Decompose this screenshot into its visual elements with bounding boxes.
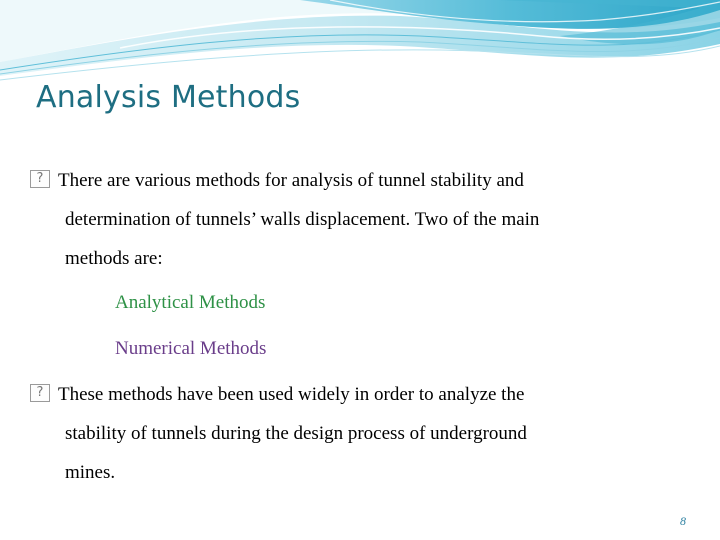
missing-glyph-box-icon: [30, 170, 50, 188]
bullet-paragraph-1: [30, 161, 680, 278]
sub-item-numerical-methods: Numerical Methods: [115, 338, 267, 359]
bullet-paragraph-2: [30, 375, 680, 492]
page-number: 8: [680, 514, 686, 528]
bullet-1-line-2: determination of tunnels’ walls displacement. Two of the main: [65, 209, 540, 230]
bullet-2-line-1: These methods have been used widely in order to analyze the: [58, 384, 525, 405]
sub-item-analytical-methods: Analytical Methods: [115, 292, 266, 313]
bullet-1-line-3: methods are:: [65, 248, 163, 269]
bullet-1-line-1: There are various methods for analysis of tunnel stability and: [58, 170, 524, 191]
missing-glyph-box-icon: [30, 384, 50, 402]
header-wave-decoration: [0, 0, 720, 90]
bullet-2-line-3: mines.: [65, 462, 116, 483]
bullet-2-line-2: stability of tunnels during the design process of underground: [65, 423, 527, 444]
slide-title: Analysis Methods: [36, 80, 301, 115]
